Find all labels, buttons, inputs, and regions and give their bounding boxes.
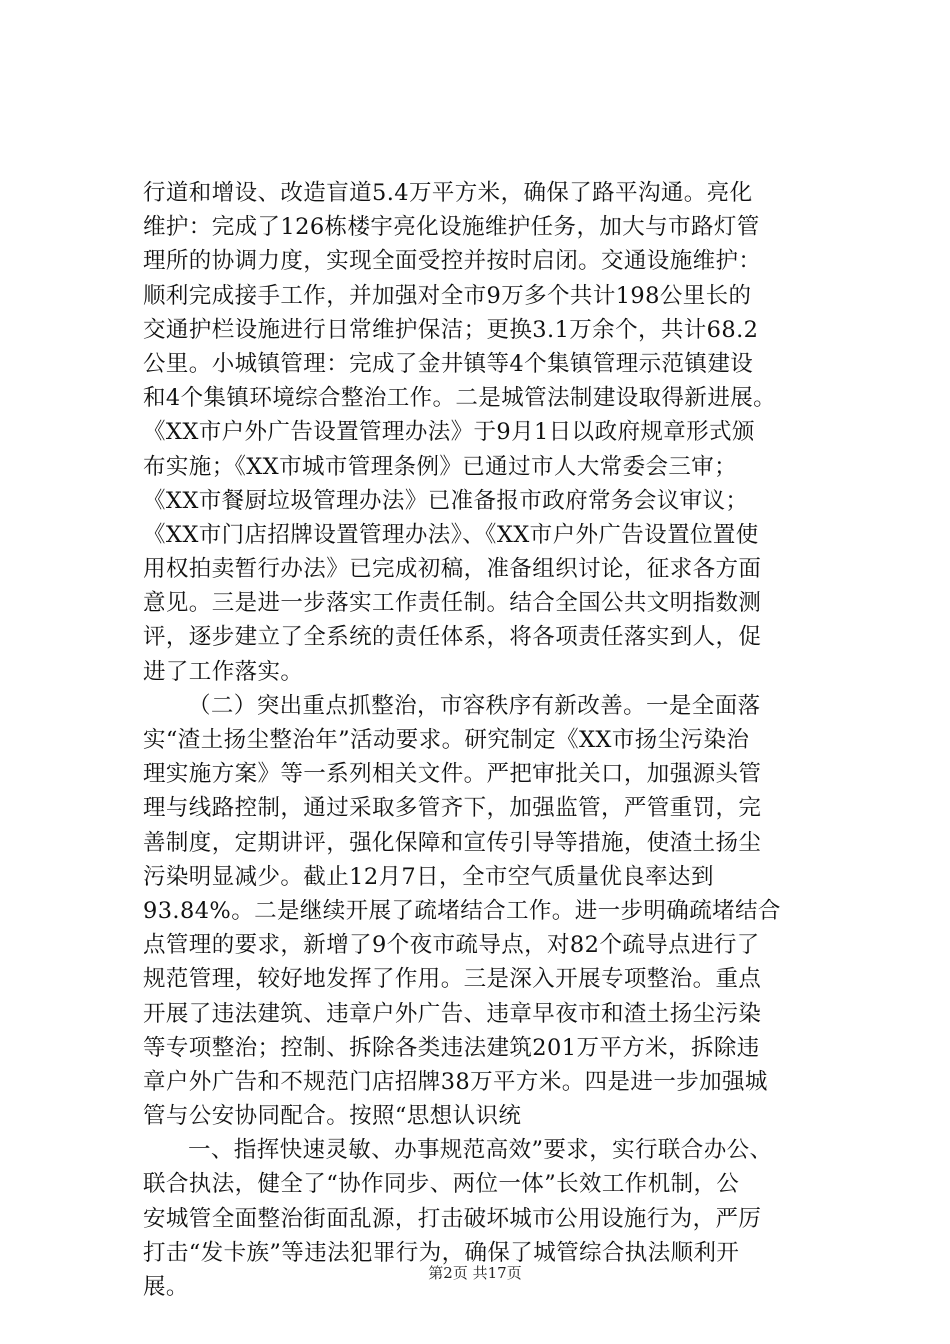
text-line: 《XX市餐厨垃圾管理办法》已准备报市政府常务会议审议； [143, 487, 749, 514]
text-line: 交通护栏设施进行日常维护保洁；更换3.1万余个，共计68.2 [143, 316, 759, 343]
text-line: 一、指挥快速灵敏、办事规范高效”要求，实行联合办公、 [188, 1137, 773, 1164]
text-line: 意见。三是进一步落实工作责任制。结合全国公共文明指数测 [143, 590, 762, 617]
text-line: （二）突出重点抓整治，市容秩序有新改善。一是全面落 [188, 692, 761, 719]
text-line: 行道和增设、改造盲道5.4万平方米，确保了路平沟通。亮化 [143, 180, 753, 206]
text-line: 理所的协调力度，实现全面受控并按时启闭。交通设施维护： [143, 248, 762, 275]
text-line: 《XX市门店招牌设置管理办法》、《XX市户外广告设置位置使 [143, 521, 759, 548]
text-line: 展。 [143, 1274, 189, 1300]
text-line: 公里。小城镇管理：完成了金井镇等4个集镇管理示范镇建设 [143, 350, 754, 377]
text-line: 和4个集镇环境综合整治工作。二是城管法制建设取得新进展。 [143, 385, 777, 412]
text-line: 维护：完成了126栋楼宇亮化设施维护任务，加大与市路灯管 [143, 214, 760, 241]
text-line: 善制度，定期讲评，强化保障和宣传引导等措施，使渣土扬尘 [143, 829, 762, 856]
text-line: 理与线路控制，通过采取多管齐下，加强监管，严管重罚，完 [143, 795, 762, 822]
text-line: 93.84%。二是继续开展了疏堵结合工作。进一步明确疏堵结合 [143, 897, 781, 924]
document-body [143, 176, 843, 1304]
text-line: 安城管全面整治街面乱源，打击破坏城市公用设施行为，严厉 [143, 1205, 762, 1232]
text-line: 理实施方案》等一系列相关文件。严把审批关口，加强源头管 [143, 761, 762, 788]
text-line: 开展了违法建筑、违章户外广告、违章早夜市和渣土扬尘污染 [143, 1000, 762, 1027]
text-line: 进了工作落实。 [143, 658, 304, 685]
text-line: 等专项整治；控制、拆除各类违法建筑201万平方米，拆除违 [143, 1034, 760, 1061]
text-line: 用权拍卖暂行办法》已完成初稿，准备组织讨论，征求各方面 [143, 556, 762, 583]
text-line: 顺利完成接手工作，并加强对全市9万多个共计198公里长的 [143, 282, 752, 309]
text-line: 污染明显减少。截止12月7日，全市空气质量优良率达到 [143, 863, 714, 890]
page-footer: 第2页 共17页 [428, 1264, 522, 1282]
text-line: 规范管理，较好地发挥了作用。三是深入开展专项整治。重点 [143, 966, 762, 993]
text-line: 评，逐步建立了全系统的责任体系，将各项责任落实到人，促 [143, 624, 762, 651]
text-line: 章户外广告和不规范门店招牌38万平方米。四是进一步加强城 [143, 1068, 768, 1095]
text-line: 打击“发卡族”等违法犯罪行为，确保了城管综合执法顺利开 [143, 1239, 740, 1266]
text-line: 管与公安协同配合。按照“思想认识统 [143, 1103, 522, 1130]
text-line: 点管理的要求，新增了9个夜市疏导点，对82个疏导点进行了 [143, 932, 760, 959]
text-line: 实“渣土扬尘整治年”活动要求。研究制定《XX市扬尘污染治 [143, 727, 750, 753]
text-line: 《XX市户外广告设置管理办法》于9月1日以政府规章形式颁 [143, 419, 755, 446]
text-line: 联合执法，健全了“协作同步、两位一体”长效工作机制，公 [143, 1171, 740, 1198]
text-line: 布实施；《XX市城市管理条例》已通过市人大常委会三审； [143, 453, 738, 480]
